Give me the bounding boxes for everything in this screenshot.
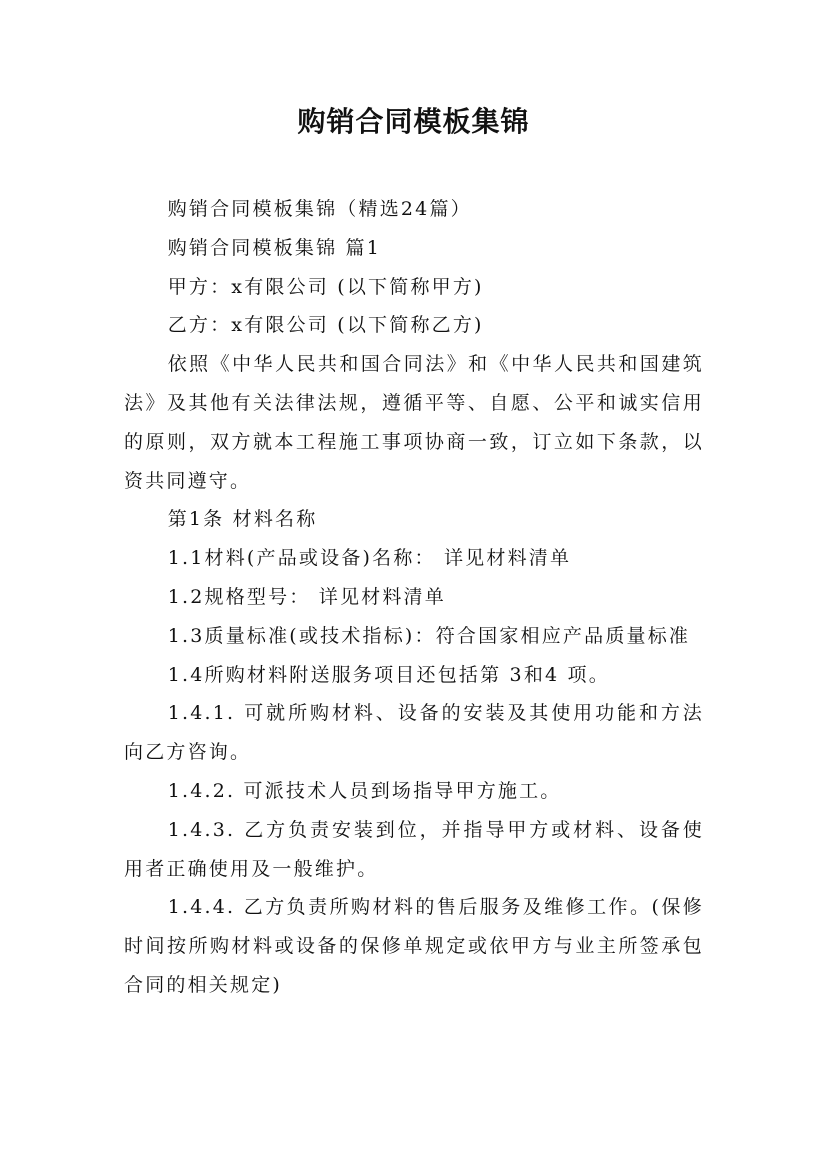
paragraph-party-b: 乙方：x有限公司 (以下简称乙方) — [167, 314, 484, 337]
document-title: 购销合同模板集锦 — [297, 105, 530, 138]
paragraph-party-a: 甲方：x有限公司 (以下简称甲方) — [167, 275, 484, 298]
paragraph-clause-1-4-3: 1.4.3. 乙方负责安装到位，并指导甲方或材料、设备使用者正确使用及一般维护。 — [124, 818, 704, 880]
paragraph-clause-1-3: 1.3质量标准(或技术指标)：符合国家相应产品质量标准 — [167, 624, 691, 647]
document-body — [124, 190, 704, 1005]
paragraph-subtitle: 购销合同模板集锦（精选24篇） — [167, 198, 472, 220]
paragraph-preamble: 依照《中华人民共和国合同法》和《中华人民共和国建筑法》及其他有关法律法规，遵循平等、自愿、公平和诚实信用的原则，双方就本工程施工事项协商一致，订立如下条款，以资共同遵守。 — [124, 353, 704, 492]
paragraph-clause-1-4-4: 1.4.4. 乙方负责所购材料的售后服务及维修工作。(保修时间按所购材料或设备的保修单规定或依甲方与业主所签承包合同的相关规定) — [124, 896, 704, 996]
paragraph-clause-1-4: 1.4所购材料附送服务项目还包括第 3和4 项。 — [167, 663, 610, 686]
paragraph-clause-1-2: 1.2规格型号： 详见材料清单 — [167, 585, 446, 608]
paragraph-clause-1-4-2: 1.4.2. 可派技术人员到场指导甲方施工。 — [167, 779, 562, 802]
paragraph-clause-1-4-1: 1.4.1. 可就所购材料、设备的安装及其使用功能和方法向乙方咨询。 — [124, 702, 704, 764]
paragraph-clause-1-1: 1.1材料(产品或设备)名称： 详见材料清单 — [167, 547, 572, 570]
paragraph-article-1: 第1条 材料名称 — [167, 508, 318, 531]
paragraph-section-heading: 购销合同模板集锦 篇1 — [167, 236, 382, 259]
